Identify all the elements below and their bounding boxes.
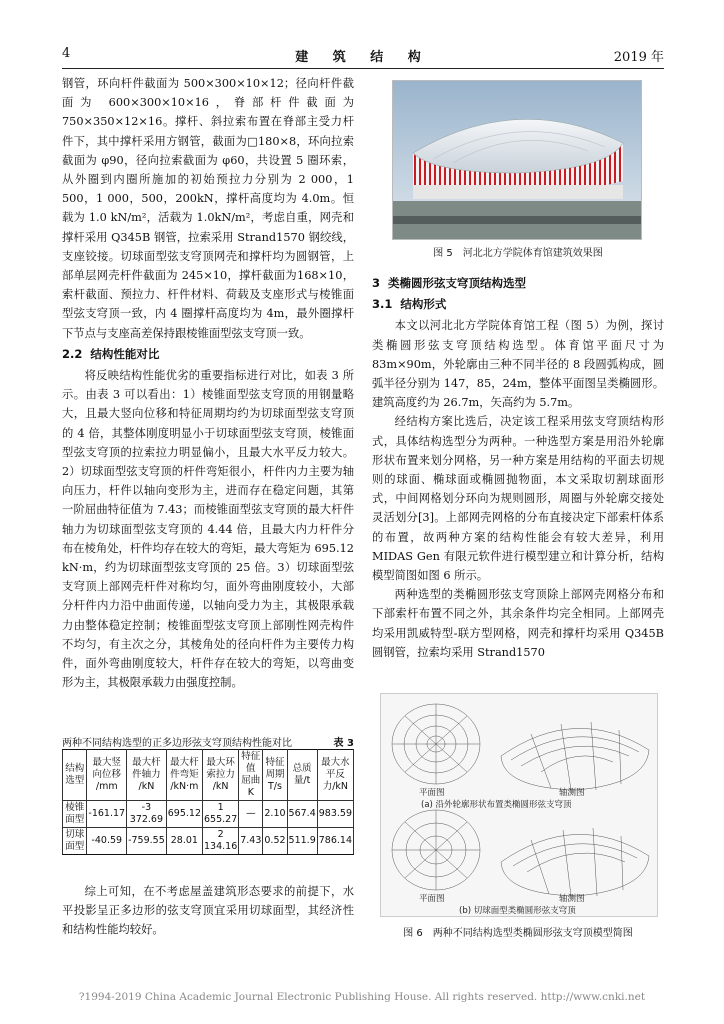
- table-cell: 0.52: [263, 828, 287, 855]
- table-cell: —: [239, 801, 263, 828]
- table-cell: 1 655.27: [203, 801, 239, 828]
- stadium-illustration: [393, 81, 642, 240]
- figure-6-models: [380, 693, 658, 917]
- table-cell: 511.9: [287, 828, 317, 855]
- left-column: [62, 74, 354, 693]
- left-paragraph-2: 将反映结构性能优劣的重要指标进行对比，如表 3 所示。由表 3 可以看出：1）棱锥面型弦支穹顶的用钢量略大，且最大竖向位移和特征周期均约为切球面型弦支穹顶的 4 倍，其整体刚度明显小于切球面型弦支穹顶，棱锥面型弦支穹顶的拉索拉力明显偏小，且最大水平反力较大。2）切球面型弦支穹顶的杆件弯矩很小，杆件内力主要为轴向压力，杆件以轴向变形为主，进而存在稳定问题，其第一阶屈曲特征值为 7.43；而棱锥面型弦支穹顶的最大杆件轴力为切球面型弦支穹顶的 4.44 倍，且最大内力杆件分布在棱角处，杆件均存在较大的弯矩，最大弯矩为 695.12 kN·m，约为切球面型弦支穹顶的 25 倍。3）切球面型弦支穹顶上部网壳杆件对称均匀，面外弯曲刚度较小，大部分杆件内力沿中曲面传递，以轴向受力为主，其极限承载力由整体稳定控制；棱锥面型弦支穹顶上部刚性网壳构件不均匀，有主次之分，其棱角处的径向杆件为主要传力构件，面外弯曲刚度较大，杆件存在较大的弯矩，以弯曲变形为主，其极限承载力由强度控制。: [62, 369, 354, 690]
- section-title: 结构性能对比: [90, 346, 160, 361]
- table-header-row: [63, 750, 354, 801]
- section-number: 3: [372, 276, 381, 290]
- figure-5-stadium-render: [392, 80, 642, 240]
- table-row: [63, 801, 354, 828]
- plan-label-a: 平面图: [419, 788, 445, 798]
- table-header: 结构 选型: [63, 750, 87, 801]
- table-title-text: 两种不同结构选型的正多边形弦支穹顶结构性能对比: [62, 738, 292, 749]
- left-paragraph-3: 综上可知，在不考虑屋盖建筑形态要求的前提下，水平投影呈正多边形的弦支穹顶宜采用切球面型，其经济性和结构性能均较好。: [62, 885, 354, 937]
- performance-table: [62, 749, 354, 855]
- section-title: 结构形式: [400, 297, 447, 312]
- page-header: [62, 46, 664, 66]
- header-rule: [62, 68, 664, 69]
- table-title: [62, 734, 354, 749]
- left-column-bottom: [62, 882, 354, 940]
- journal-title: 建 筑 结 构: [295, 50, 431, 65]
- table-cell: -759.55: [127, 828, 167, 855]
- section-number: 3.1: [372, 297, 393, 312]
- subcaption-b: (b) 切球面型类椭圆形弦支穹顶: [459, 906, 576, 916]
- axon-label-a: 轴测图: [559, 788, 585, 798]
- subcaption-a: (a) 沿外轮廓形状布置类椭圆形弦支穹顶: [421, 800, 572, 810]
- table-cell: 567.4: [287, 801, 317, 828]
- table-cell: -161.17: [87, 801, 127, 828]
- figure-5-caption: 图 5 河北北方学院体育馆建筑效果图: [433, 248, 603, 259]
- table-cell: -40.59: [87, 828, 127, 855]
- table-number: 表 3: [333, 738, 354, 749]
- table-cell: 786.14: [317, 828, 353, 855]
- page-number: 4: [62, 46, 71, 61]
- axon-label-b: 轴测图: [559, 894, 585, 904]
- right-paragraph-1: 本文以河北北方学院体育馆工程（图 5）为例，探讨类椭圆形弦支穹顶结构选型。体育馆平面尺寸为 83m×90m，外轮廓由三种不同半径的 8 段圆弧构成，圆弧半径分别为 147，85，24m，整体平面图呈类椭圆形。建筑高度约为 26.7m，矢高约为 5.7m。: [372, 319, 664, 410]
- table-cell: 28.01: [166, 828, 202, 855]
- table-header: 最大杆 件轴力 /kN: [127, 750, 167, 801]
- table-cell: -3 372.69: [127, 801, 167, 828]
- right-column: [372, 272, 664, 662]
- table-cell: 2 134.16: [203, 828, 239, 855]
- left-paragraph-1: 钢管，环向杆件截面为 500×300×10×12；径向杆件截面为 600×300×10×16，脊部杆件截面为 750×350×12×16。撑杆、斜拉索布置在脊部主受力杆件下，其中撑杆采用方钢管，截面为□180×8，环向拉索截面为 φ90，径向拉索截面为 φ60，共设置 5 圈环索，从外圈到内圈所施加的初始预拉力分别为 2 000，1 500，1 000，500，200kN，撑杆高度均为 4.0m。恒载为 1.0 kN/m²，活载为 1.0kN/m²，考虑自重，网壳和撑杆采用 Q345B 钢管，拉索采用 Strand1570 钢绞线，支座铰接。切球面型弦支穹顶网壳和撑杆均为圆钢管，上部单层网壳杆件截面为 245×10，撑杆截面为168×10，索杆截面、预拉力、杆件材料、荷载及支座形式与棱锥面型弦支穹顶一致，内 4 圈撑杆高度均为 4m，最外圈撑杆下节点与支座高差保持跟棱锥面型弦支穹顶一致。: [62, 77, 354, 340]
- section-3-1-heading: [372, 295, 664, 314]
- table-cell: 2.10: [263, 801, 287, 828]
- table-cell: 棱锥 面型: [63, 801, 87, 828]
- table-cell: 983.59: [317, 801, 353, 828]
- section-number: 2.2: [62, 346, 83, 361]
- copyright-footer: ?1994-2019 China Academic Journal Electronic Publishing House. All rights reserved. http://www.cnki.net: [78, 991, 646, 1003]
- table-header: 总质 量/t: [287, 750, 317, 801]
- plan-label-b: 平面图: [419, 894, 445, 904]
- right-paragraph-2: 经结构方案比选后，决定该工程采用弦支穹顶结构形式，具体结构选型分为两种。一种选型方案是用沿外轮廓形状布置来划分网格，另一种方案是用结构的平面去切规则的球面、椭球面或椭圆抛物面，本文采取切割球面形式，中间网格划分环向为规则圆形，周圈与外轮廓交接处灵活划分[3]。上部网壳网格的分布直接决定下部索杆体系的布置，故两种方案的结构性能会有较大差异，利用 MIDAS Gen 有限元软件进行模型建立和计算分析，结构模型简图如图 6 所示。: [372, 415, 664, 583]
- journal-year: 2019 年: [613, 50, 664, 65]
- table-header: 最大水 平反 力/kN: [317, 750, 353, 801]
- section-title: 类椭圆形弦支穹顶结构选型: [388, 276, 527, 290]
- table-row: [63, 828, 354, 855]
- right-paragraph-3: 两种选型的类椭圆形弦支穹顶除上部网壳网格分布和下部索杆布置不同之外，其余条件均完全相同。上部网壳均采用凯威特型-联方型网格，网壳和撑杆均采用 Q345B 圆钢管，拉索均采用 Strand1570: [372, 588, 664, 659]
- table-header: 最大竖 向位移 /mm: [87, 750, 127, 801]
- table-cell: 切球 面型: [63, 828, 87, 855]
- table-header: 最大环 索拉力 /kN: [203, 750, 239, 801]
- table-cell: 7.43: [239, 828, 263, 855]
- table-header: 特征 周期 T/s: [263, 750, 287, 801]
- section-3-heading: [372, 274, 664, 293]
- table-header: 特征值 屈曲 K: [239, 750, 263, 801]
- section-2-2-heading: [62, 345, 354, 364]
- figure-6-caption: 图 6 两种不同结构选型类椭圆形弦支穹顶模型简图: [403, 928, 633, 939]
- table-header: 最大杆 件弯矩 /kN·m: [166, 750, 202, 801]
- table-cell: 695.12: [166, 801, 202, 828]
